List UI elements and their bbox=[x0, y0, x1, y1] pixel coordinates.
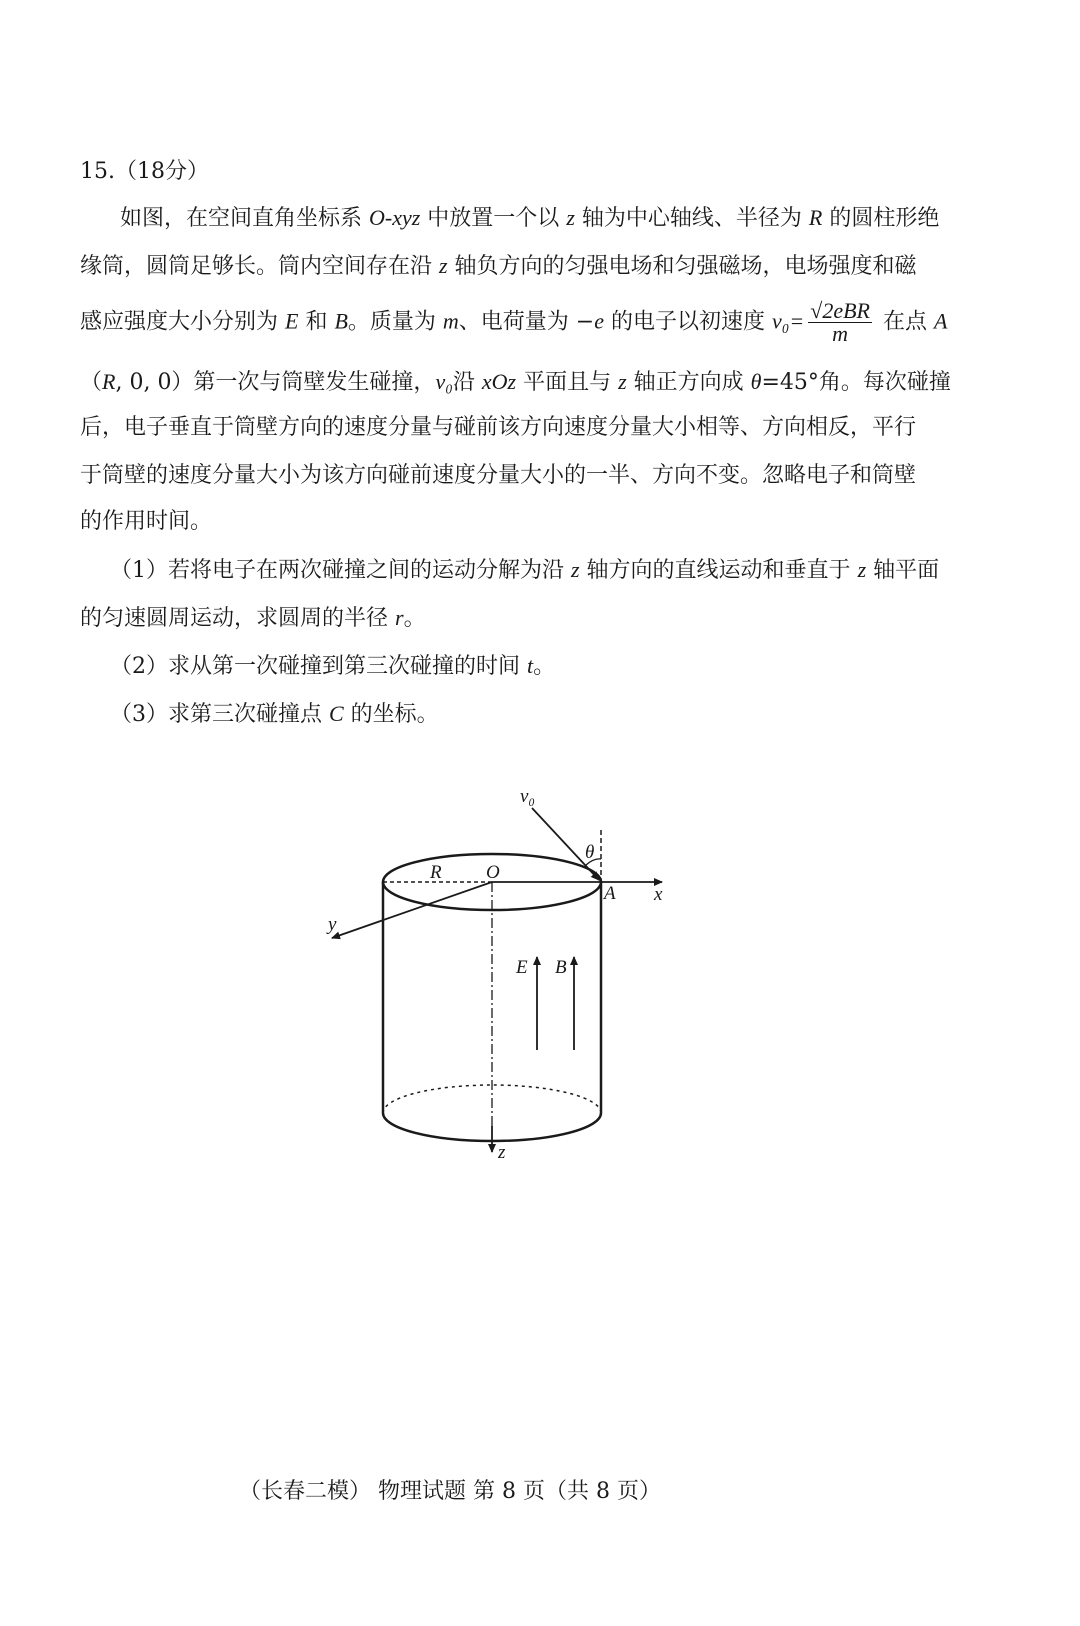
point-a-label: A bbox=[604, 883, 616, 904]
radius-label: R bbox=[430, 862, 442, 883]
cylinder-diagram-svg bbox=[300, 770, 720, 1170]
problem-text-line: 于筒壁的速度分量大小为该方向碰前速度分量大小的一半、方向不变。忽略电子和筒壁 bbox=[80, 463, 917, 488]
question-1-line: 的匀速圆周运动，求圆周的半径 r。 bbox=[80, 605, 426, 631]
z-axis-label: z bbox=[498, 1142, 506, 1163]
problem-text-line: 感应强度大小分别为 E 和 B。质量为 m、电荷量为 −e 的电子以初速度 v₀= $\frac{\text{√2eBR}}{m}$ 在点 A bbox=[80, 298, 948, 346]
page-footer: （长春二模） 物理试题 第 8 页（共 8 页） bbox=[239, 1479, 661, 1504]
v0-label: v₀ bbox=[520, 786, 536, 807]
theta-label: θ bbox=[585, 842, 595, 863]
b-field-label: B bbox=[555, 957, 567, 978]
problem-text-line: 的作用时间。 bbox=[80, 509, 213, 534]
cylinder-diagram bbox=[300, 770, 720, 1170]
problem-text-line: （R, 0, 0）第一次与筒壁发生碰撞，v₀沿 xOz 平面且与 z 轴正方向成 θ=45°角。每次碰撞 bbox=[80, 369, 951, 395]
initial-velocity-fraction: $\frac{\text{√2eBR}}{m}$ bbox=[810, 298, 870, 346]
problem-text-line: 如图，在空间直角坐标系 O-xyz 中放置一个以 z 轴为中心轴线、半径为 R 的圆柱形绝 bbox=[120, 205, 940, 231]
question-2: （2）求从第一次碰撞到第三次碰撞的时间 t。 bbox=[110, 653, 556, 679]
question-3: （3）求第三次碰撞点 C 的坐标。 bbox=[110, 701, 439, 727]
origin-label: O bbox=[486, 862, 500, 883]
e-field-label: E bbox=[516, 957, 528, 978]
problem-text-line: 缘筒，圆筒足够长。筒内空间存在沿 z 轴负方向的匀强电场和匀强磁场，电场强度和磁 bbox=[80, 253, 917, 279]
y-axis-label: y bbox=[328, 914, 337, 935]
problem-text-line: 后，电子垂直于筒壁方向的速度分量与碰前该方向速度分量大小相等、方向相反，平行 bbox=[80, 415, 917, 440]
x-axis-label: x bbox=[654, 884, 663, 905]
question-1-line: （1）若将电子在两次碰撞之间的运动分解为沿 z 轴方向的直线运动和垂直于 z 轴平面 bbox=[110, 557, 940, 583]
problem-number: 15.（18分） bbox=[80, 159, 209, 184]
